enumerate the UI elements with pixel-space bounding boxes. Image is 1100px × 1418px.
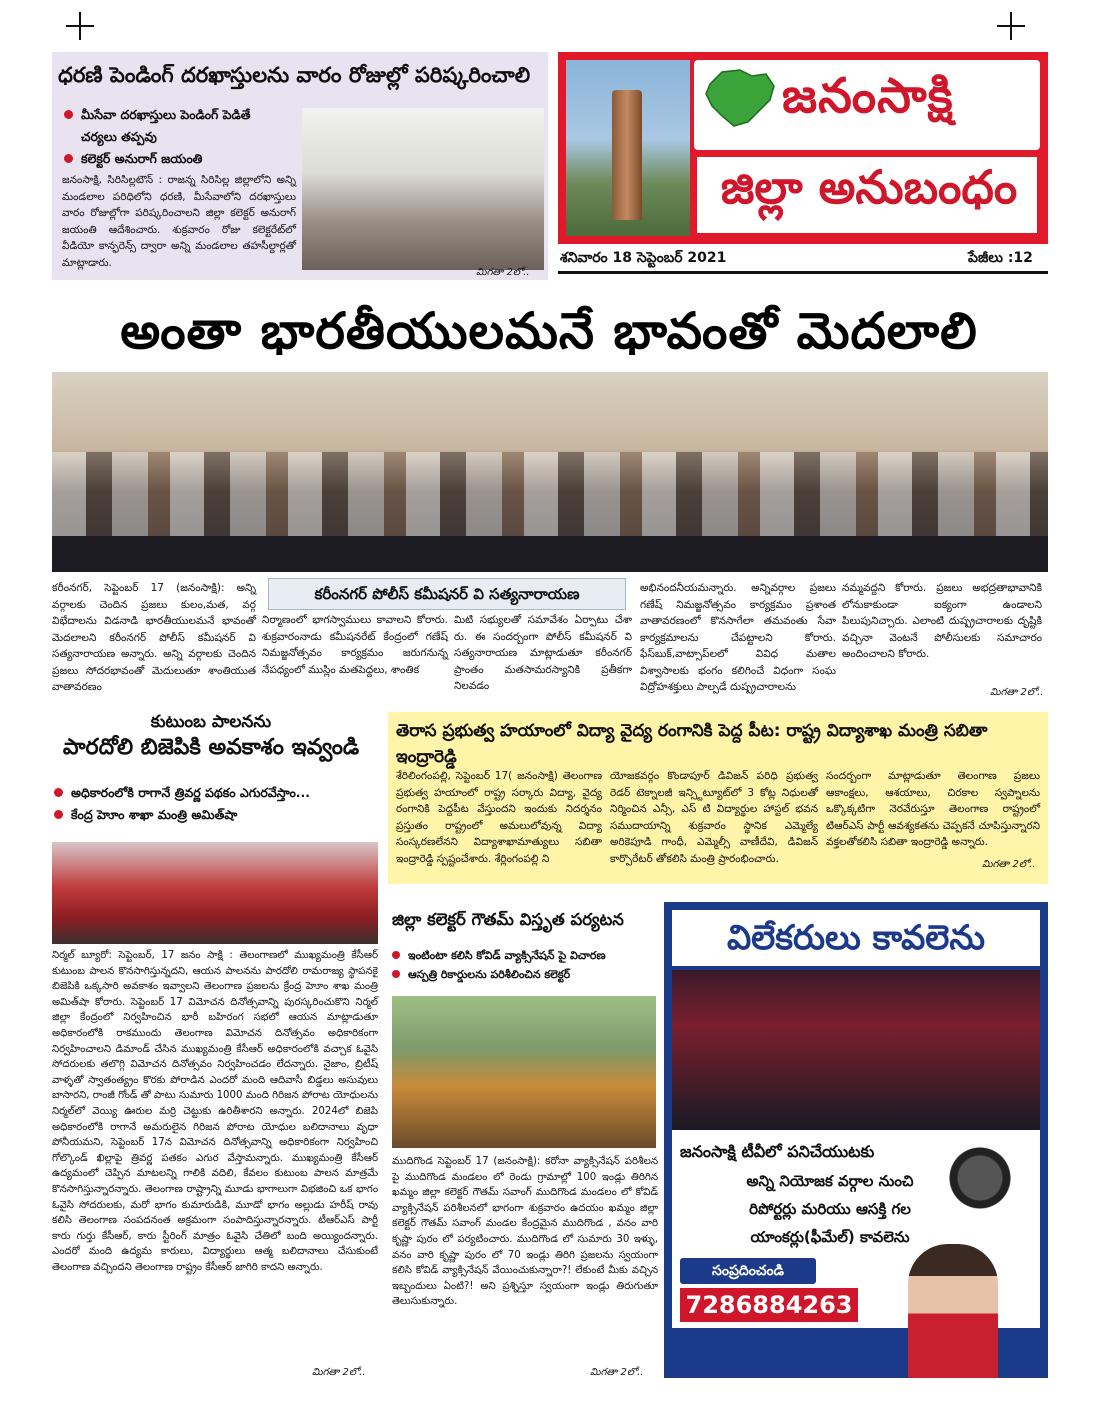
ad-line-4: యాంకర్లు(ఫీమేల్‌) కావలెను (750, 1228, 910, 1246)
education-col-2: యోజకవర్గం కొండాపూర్‌ డివిజన్‌ పరిధి ప్రభుత్వ రెడర్‌ టెక్నాలజీ ఇన్స్టిట్యూట్‌లో 3 కోట్ల నిధులతో నిర్మించిన ఎన్సీ, ఎస్‌ టి విద్యార్థుల హాస్టల్‌ భవన సముదాయాన్ని శుక్రవారం స్థానిక ఎమ్మెల్యే అరికెపూడి గాంధీ, ఎమ్మెల్సీ వాణీదేవి, డివిజన్‌ కార్పొరేటర్‌ తోకలిసి మంత్రి ప్రారంభించారు. (610, 770, 818, 865)
bullet-item: ఆస్పత్రి రికార్డులను పరిశీలించిన కలెక్టర్‌ (392, 965, 660, 984)
continued-note: మిగతా 2లో.. (476, 267, 530, 278)
registration-mark (66, 12, 94, 40)
main-story-col-1: కరీంనగర్‌, సెప్టెంబర్‌ 17 (జనంసాక్షి): అన్ని వర్గాలకు చెందిన ప్రజలు కులం,మత, వర్గ విభేదాలను విడనాడి భారతీయులమనే భావంతో మెదలాలని కరీంనగర్‌ పోలీస్‌ కమీషనర్‌ వి సత్యనారాయణ అన్నారు. అన్ని వర్గాలకు చెందిన ప్రజలు సోదరభావంతో మెదులుతూ శాంతియుత వాతావరణం (52, 582, 256, 693)
bullet-item: మీసేవా దరఖాస్తులు పెండింగ్‌ పెడితే చర్యలు తప్పవు (64, 104, 288, 148)
ad-contact-label: సంప్రదించండి (680, 1258, 816, 1284)
ad-title: విలేకరులు కావలెను (672, 910, 1040, 966)
supplement-title: జిల్లా అనుబంధం (720, 160, 1018, 214)
bullet-item: కేంద్ర హెూం శాఖా మంత్రి అమిత్‌షా (54, 804, 374, 826)
collector-meeting-photo (302, 108, 544, 270)
continued-note: మిగతా 2లో.. (590, 1367, 644, 1378)
main-story-photo (52, 372, 1048, 572)
registration-mark (997, 12, 1025, 40)
collector-body: ముదిగొండ సెప్టెంబర్‌ 17 (జనంసాక్షి): కరోనా వ్యాక్సినేషన్‌ పరిశీలన పై ముదిగొండ మండలం లో రెండు గ్రామాల్లో 100 ఇండ్లు తిరిగిన ఖమ్మం జిల్లా కలెక్టర్‌ గౌతమ్‌ సవాంగ్‌ ముదిగొండ మండలం లో కోవిడ్‌ వ్యాక్సినేషన్‌ పరిశీలనలో భాగంగా శుక్రవారం ఉదయం ఖమ్మం జిల్లా కలెక్టర్‌ గౌతమ్‌ సవాంగ్‌ మండల కేంద్రమైన ముదిగొండ , వనం వారి కృష్ణా పురం లో పర్యటించారు. ముదిగొండ లో సుమారు 30 ఇళ్ళు, వనం వారి కృష్ణా పురం లో 70 ఇండ్లు తిరిగి ప్రజలను స్వయంగా కలిసి కోవిడ్‌ వ్యాక్సినేషన్‌ వేయించుకున్నారా?! లేకుంటే మీకు వచ్చిన ఇబ్బందులు ఏంటి?! అని ప్రశ్నిస్తూ స్వయంగా ఇండ్లు తిరుగుతూ తెలుసుకున్నారు. (392, 1156, 658, 1308)
rally-photo (52, 842, 378, 944)
ad-line-1: జనంసాక్షి టీవీలో పనిచేయుటకు (680, 1142, 875, 1161)
telangana-map-icon (700, 64, 780, 134)
bullet-dot-icon (64, 154, 73, 163)
page-count: పేజీలు :12 (968, 250, 1033, 266)
continued-note: మిగతా 2లో.. (990, 687, 1044, 698)
bullet-item: అధికారంలోకి రాగానే త్రివర్ణ పథకం ఎగురవేస్తాం... (54, 782, 374, 804)
main-story-col-2: నిర్మాణంలో భాగస్వాములు కావాలని కోరారు. శుక్రవారంనాడు కమీషనరేట్‌ కేంద్రంలో గణేష్‌ నిమజ్జనోత్సవం కార్యక్రమం జరుగనున్న నేపధ్యంలో ముస్లిం మతపెద్దలు, శాంతిక (262, 614, 448, 676)
photo-table (52, 536, 1048, 572)
bjp-kicker: కుటుంబ పాలనను (150, 712, 272, 732)
continued-note: మిగతా 2లో.. (312, 1367, 366, 1378)
collector-visit-photo (392, 996, 656, 1148)
continued-note: మిగతా 2లో.. (982, 859, 1036, 870)
dateline: శనివారం 18 సెప్టెంబర్‌ 2021 (560, 250, 727, 266)
masthead-rule (558, 271, 1048, 274)
bullet-item: కలెక్టర్‌ అనురాగ్‌ జయంతి (64, 148, 288, 170)
statue-pillar (612, 90, 642, 220)
bullet-dot-icon (54, 810, 63, 819)
main-story-col-4: అభినందనీయమన్నారు. అన్నివర్గాల ప్రజలు గణేష్‌ నిమజ్జనోత్సవం కార్యక్రమం ప్రశాంత వాతావరణంలో కొనసాగేలా తమవంతు సేవా కార్యక్రమాలను చేపట్టాలని కోరారు. ఫేస్‌బుక్‌,వాట్సాప్‌లలో వివిధ మతాల విశ్వాసాలకు భంగం కలిగించే విధంగా సంఘ విద్రోహశక్తులు పాల్పడే దుష్ప్రచారాలను (640, 582, 836, 693)
bullet-dot-icon (392, 970, 400, 978)
ad-line-3: రిపోర్టర్లు మరియు ఆసక్తి గల (749, 1200, 911, 1218)
collector-headline: జిల్లా కలెక్టర్‌ గౌతమ్‌ విస్తృత పర్యటన (392, 910, 624, 929)
photo-caption: కరీంనగర్‌ పోలీస్‌ కమీషనర్‌ వి సత్యనారాయణ (268, 578, 626, 610)
bullet-dot-icon (54, 788, 63, 797)
top-left-body: జనంసాక్షి, సిరిసిల్లటౌన్‌ : రాజన్న సిరిసిల్ల జిల్లాలోని అన్ని మండలాల పరిధిలోని ధరణి, మీసేవాలోని దరఖాస్తులు వారం రోజుల్లోగా పరిష్కరించాలని జిల్లా కలెక్టర్‌ అనురాగ్‌ జయంతి ఆదేశించారు. శుక్రవారం రోజు కలెక్టరేట్‌లో వీడియో కాన్ఫరెన్స్‌ ద్వారా అన్ని మండలాల తహసీల్దార్లతో మాట్లాడారు. (62, 174, 296, 269)
main-headline: అంతా భారతీయులమనే భావంతో మెదలాలి (120, 302, 978, 360)
education-headline: తెరాస ప్రభుత్వ హయాంలో విద్యా వైద్య రంగానికి పెద్ద పీట: రాష్ట్ర విద్యాశాఖ మంత్రి సబితా ఇంద్రారెడ్డి (396, 721, 988, 767)
top-left-headline: ధరణి పెండింగ్‌ దరఖాస్తులను వారం రోజుల్లో పరిష్కరించాలి (58, 63, 531, 87)
main-story-col-5: నమ్మవద్దని కోరారు. ప్రజలు అభద్రతాభావానికి లోనుకాకుండా ఐక్యంగా ఉండాలని పిలుపునిచ్చారు. ఎలాంటి దుష్ప్రచారాలకు దృష్టికి వచ్చినా వెంటనే పోలీసులకు సమాచారం అందించాలని కోరారు. (842, 582, 1042, 660)
bjp-bullets (54, 782, 374, 826)
bullet-dot-icon (392, 951, 400, 959)
ad-studio-image (672, 970, 1040, 1130)
education-col-3: సందర్బంగా మాట్లాడుతూ తెలంగాణ ప్రజలు ఆకాంక్షలు, ఆశయాలు, చిరకాల స్వప్నాలను ఒక్కొక్కటిగా నెరవేరుస్తూ తెలంగాణ రాష్ట్రంలో టిఆర్‌ఎస్‌ పార్టీ ఆవశ్యకతను చెప్పకనే చూపిస్తున్నారని వక్తలతోకలిసి సబితా ఇంద్రారెడ్డి అన్నారు. (826, 770, 1040, 848)
bullet-item: ఇంటింటా కలిసి కోవిడ్‌ వ్యాక్సినేషన్‌ పై విచారణ (392, 946, 660, 965)
bjp-body: నిర్మల్‌ బ్యూరో: సెప్టెంబర్‌, 17 జనం సాక్షి : తెలంగాణలో ముఖ్యమంత్రి కేసీఆర్‌ కుటుంబ పాలన కొనసాగిస్తున్నదని, ఆయన పాలనను పారదోలి రామరాజ్య స్థాపనకై బిజెపికి ఒక్కసారి అవకాశం ఇవ్వాలని తెలంగాణ ప్రజలను క్రేంద్ర హెూం శాఖ మంత్రి అమిత్‌షా కోరారు. సెప్టెంబర్‌ 17 విమోచన దినోత్సవాన్ని పురస్కరించుకొని నిర్మల్‌ జిల్లా కేంద్రంలో నిర్వహించిన భారీ బహిరంగ సభలో ఆయన మాట్లాడుతూ అధికారంలోకి రాకముందు తెలంగాణ విమోచన దినోత్సవం అధికారికంగా నిర్వహించాలని డిమాండ్‌ చేసిన ముఖ్యమంత్రి కేసీఆర్‌ అధికారంలోకి వచ్చాక ఓవైసి సోదరులకు తలొగ్గి విమోచన దినోత్సవం నిర్వహించడం లేదన్నారు. నైజాం, బ్రిటీష్‌ వాళ్ళతో స్వాతంత్య్రం కొరకు పోరాడిన ఎందరో మంది ఆదివాసీ బిడ్డలు అసువులు బాసారని, రాంజీ గోండ్‌ తో పాటు సుమారు 1000 మంది గిరిజన పోరాట యోధులను నిర్మల్‌లో వెయ్యి ఊరుల మర్రి చెట్టుకు ఉరితీశారని అన్నారు. 2024లో బిజెపి అధికారంలోకి రాగానే అమరులైన గిరిజన పోరాట యోధుల బలిదానాలు వృధా పోనీయమని, సెప్టెంబర్‌ 17న విమోచన దినోత్సవాన్ని అధికారికంగా నిర్వహించి గోల్కొండ్‌ ఖిల్లాపై త్రివర్ణ పతకం ఎగుర వేస్తామన్నారు. ముఖ్యమంత్రి కేసీఆర్‌ ఉద్యమంలో చెప్పిన మాటలన్ని గాలికి వదిలి, కేవలం కుటుంబ పాలన మాత్రమే కొనసాగిస్తున్నారన్నారు. తెలంగాణ రాష్ట్రాన్ని మూడు భాగాలుగా విభజించి ఒక భాగం ఓవైసి సోదరులకు, మరో భాగం కుమారుడికి, మూడో భాగం అల్లుడు హరీష్‌ రావు కలిసి తెలంగాణ సంపదనంత అక్రమంగా సంపాదిస్తున్నారన్నారు. టీఆర్‌ఎస్‌ పార్టీ కారు గుర్తు కేసీఆర్‌, కారు స్టీరింగ్‌ మాత్రం ఓవైసి చేతిలో బంది అయ్యిందన్నారు. ఎందరో మంది ఉద్యమ కారులు, విద్యార్థులు ఆత్మ బలిదానాలు చేసుకుంటే తెలంగాణ వచ్చిందని తెలంగాణ రాష్ట్రం కేసీఆర్‌ జాగిరి కాదని అన్నారు. (52, 950, 378, 1273)
education-col-1: శేరిలింగంపల్లి, సెప్టెంబర్‌ 17( జనంసాక్షి) తెలంగాణ ప్రభుత్వ హయాంలో రాష్ట్ర సర్కారు విద్యా, వైద్య రంగానికి పెద్దపీట వేస్తుందని ఇందుకు నిదర్శనం ప్రస్తుతం రాష్ట్రంలో అమలులోవున్న విద్యా సంస్కరణలేనని విద్యాశాఖామాత్యులు సబితా ఇంద్రారెడ్డి స్పష్టంచేశారు. శేర్లింగంపల్లి ని (396, 770, 602, 865)
ad-anchor-photo (908, 1244, 998, 1378)
top-left-bullets (64, 104, 288, 170)
main-story-col-3: మిటి సభ్యులతో సమావేశం ఏర్పాటు చేశా రు. ఈ సందర్బంగా పోలీస్‌ కమీషనర్‌ వి సత్యనారాయణ మాట్లాడుతూ కరీంనగర్‌ ప్రాంతం మతసామరస్యానికి ప్రతీకగా నిలవడం (454, 614, 632, 692)
ad-line-2: అన్ని నియోజక వర్గాల నుంచి (746, 1172, 914, 1190)
bjp-headline: పారదోలి బిజెపికి అవకాశం ఇవ్వండి (62, 735, 360, 760)
newspaper-brand: జనంసాక్షి (782, 68, 954, 124)
bullet-dot-icon (64, 110, 73, 119)
ad-phone-number: 7286884263 (680, 1288, 858, 1322)
collector-bullets (392, 946, 660, 984)
